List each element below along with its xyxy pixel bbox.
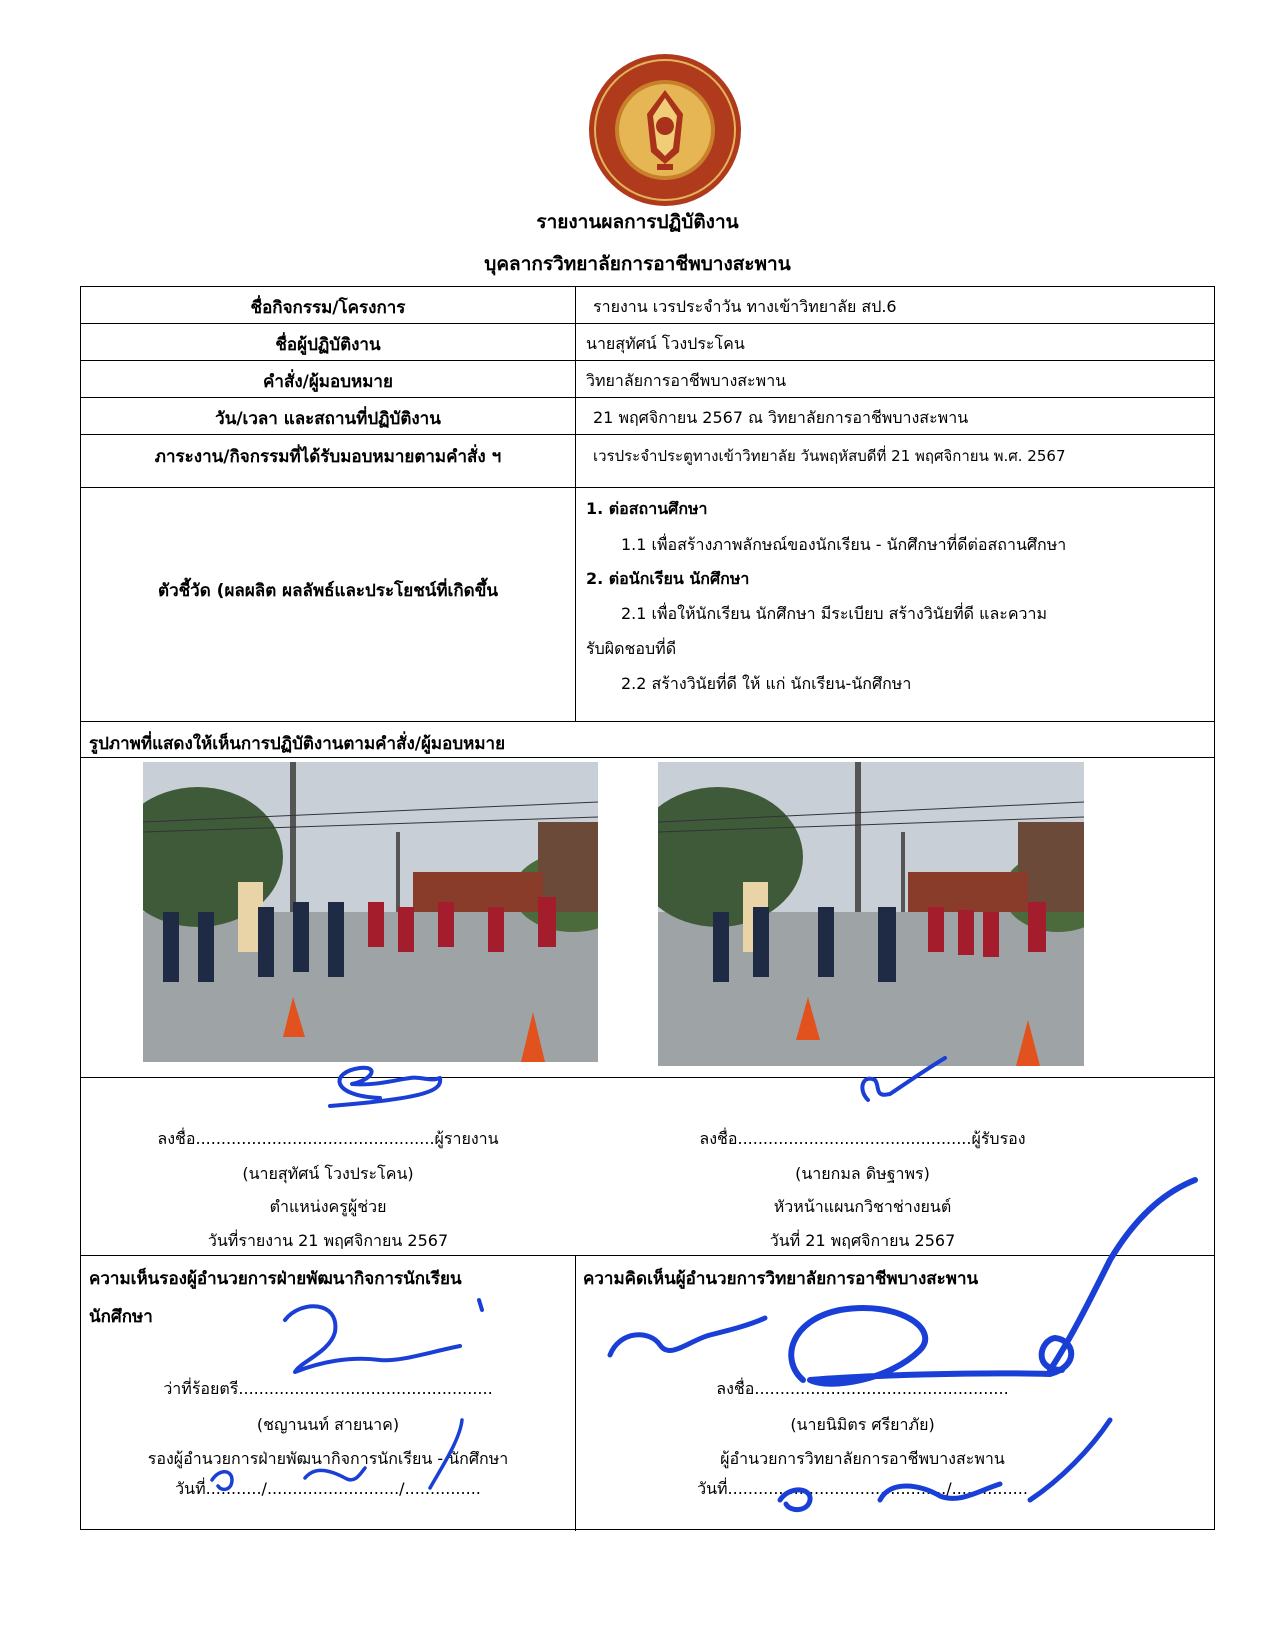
page-subtitle: บุคลากรวิทยาลัยการอาชีพบางสะพาน bbox=[484, 253, 791, 275]
reporter-name: (นายสุทัศน์ โวงประโคน) bbox=[242, 1164, 414, 1183]
report-form bbox=[80, 286, 1215, 1530]
performer-value: นายสุทัศน์ โวงประโคน bbox=[586, 334, 745, 353]
deputy-date-line: วันที่.........../........................../............... bbox=[175, 1479, 481, 1498]
indicator-2-1-cont: รับผิดชอบที่ดี bbox=[586, 639, 677, 658]
deputy-heading-cont: นักศึกษา bbox=[89, 1307, 153, 1327]
indicator-2-2: 2.2 สร้างวินัยที่ดี ให้ แก่ นักเรียน-นักศึกษา bbox=[621, 674, 912, 693]
order-label: คำสั่ง/ผู้มอบหมาย bbox=[263, 372, 393, 392]
director-sign-line: ลงชื่อ.................................................. bbox=[716, 1379, 1009, 1398]
director-date-line: วันที่.........................................../............... bbox=[697, 1479, 1028, 1498]
activity-name-value: รายงาน เวรประจำวัน ทางเข้าวิทยาลัย สป.6 bbox=[593, 297, 897, 316]
order-value: วิทยาลัยการอาชีพบางสะพาน bbox=[586, 371, 787, 390]
deputy-name: (ชญานนท์ สายนาค) bbox=[256, 1415, 400, 1434]
task-label: ภาระงาน/กิจกรรมที่ได้รับมอบหมายตามคำสั่ง ฯ bbox=[154, 447, 502, 467]
reporter-sign-line: ลงชื่อ...............................................ผู้รายงาน bbox=[157, 1129, 499, 1148]
director-name: (นายนิมิตร ศรียาภัย) bbox=[790, 1415, 935, 1434]
photos-heading: รูปภาพที่แสดงให้เห็นการปฏิบัติงานตามคำสั่ง/ผู้มอบหมาย bbox=[89, 734, 506, 754]
activity-name-label: ชื่อกิจกรรม/โครงการ bbox=[250, 298, 406, 318]
reporter-date: วันที่รายงาน 21 พฤศจิกายน 2567 bbox=[207, 1231, 449, 1250]
certifier-sign-line: ลงชื่อ..............................................ผู้รับรอง bbox=[699, 1129, 1026, 1148]
reporter-position: ตำแหน่งครูผู้ช่วย bbox=[269, 1197, 387, 1216]
certifier-position: หัวหน้าแผนกวิชาช่างยนต์ bbox=[773, 1197, 952, 1216]
certifier-name: (นายกมล ดิษฐาพร) bbox=[795, 1164, 930, 1183]
indicator-heading-1: 1. ต่อสถานศึกษา bbox=[586, 499, 708, 518]
page-title: รายงานผลการปฏิบัติงาน bbox=[536, 211, 739, 233]
indicators-label: ตัวชี้วัด (ผลผลิต ผลลัพธ์และประโยชน์ที่เกิดขึ้น bbox=[158, 581, 498, 601]
datetime-label: วัน/เวลา และสถานที่ปฏิบัติงาน bbox=[215, 409, 441, 429]
deputy-heading: ความเห็นรองผู้อำนวยการฝ่ายพัฒนากิจการนักเรียน bbox=[89, 1269, 462, 1289]
duty-photo-1 bbox=[143, 762, 598, 1062]
performer-label: ชื่อผู้ปฏิบัติงาน bbox=[275, 335, 381, 355]
certifier-date: วันที่ 21 พฤศจิกายน 2567 bbox=[769, 1231, 956, 1250]
deputy-rank-line: ว่าที่ร้อยตรี.................................................. bbox=[163, 1379, 493, 1398]
duty-photo-2 bbox=[658, 762, 1084, 1066]
director-position: ผู้อำนวยการวิทยาลัยการอาชีพบางสะพาน bbox=[720, 1449, 1005, 1468]
datetime-value: 21 พฤศจิกายน 2567 ณ วิทยาลัยการอาชีพบางสะพาน bbox=[593, 408, 969, 427]
task-value: เวรประจำประตูทางเข้าวิทยาลัย วันพฤหัสบดีที่ 21 พฤศจิกายน พ.ศ. 2567 bbox=[593, 447, 1066, 465]
college-seal-logo bbox=[587, 52, 743, 208]
indicator-1-1: 1.1 เพื่อสร้างภาพลักษณ์ของนักเรียน - นักศึกษาที่ดีต่อสถานศึกษา bbox=[621, 535, 1067, 554]
director-heading: ความคิดเห็นผู้อำนวยการวิทยาลัยการอาชีพบางสะพาน bbox=[583, 1269, 979, 1289]
indicator-heading-2: 2. ต่อนักเรียน นักศึกษา bbox=[586, 569, 750, 588]
indicator-2-1: 2.1 เพื่อให้นักเรียน นักศึกษา มีระเบียบ สร้างวินัยที่ดี และความ bbox=[621, 604, 1048, 623]
deputy-position: รองผู้อำนวยการฝ่ายพัฒนากิจการนักเรียน - นักศึกษา bbox=[147, 1449, 509, 1468]
